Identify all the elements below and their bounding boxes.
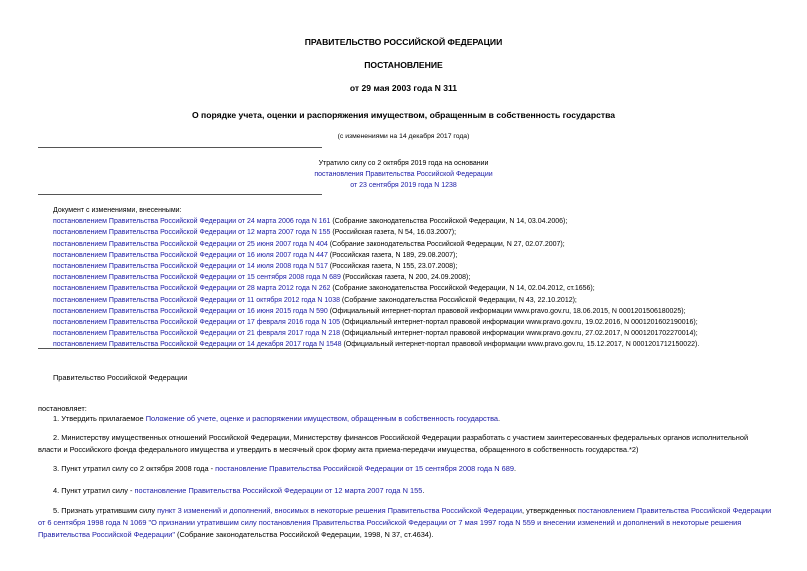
- document-type: ПОСТАНОВЛЕНИЕ: [364, 60, 443, 70]
- amendment-link[interactable]: постановлением Правительства Российской Федерации от 24 марта 2006 года N 161: [53, 218, 331, 226]
- amendments-intro: Документ с изменениями, внесенными:: [53, 207, 182, 214]
- paragraph-5: [38, 505, 772, 541]
- lost-force-text: Утратило силу со 2 октября 2019 года на основании: [318, 160, 489, 167]
- paragraph-1: [53, 413, 500, 425]
- amendment-source: (Собрание законодательства Российской Федерации, N 14, 03.04.2006);: [330, 218, 568, 226]
- list-item: [53, 295, 699, 306]
- amendment-link[interactable]: постановлением Правительства Российской Федерации от 25 июня 2007 года N 404: [53, 240, 328, 248]
- amendment-source: (Собрание законодательства Российской Федерации, N 27, 02.07.2007);: [327, 240, 565, 248]
- repeal-link[interactable]: постановление Правительства Российской Федерации от 12 марта 2007 года N 155: [134, 486, 423, 495]
- lost-force-notice: [200, 158, 607, 192]
- amendment-source: (Собрание законодательства Российской Федерации, N 14, 02.04.2012, ст.1656);: [330, 285, 595, 293]
- list-item: [53, 239, 699, 250]
- amendment-link[interactable]: постановлением Правительства Российской Федерации от 14 декабря 2017 года N 1548: [53, 341, 342, 349]
- list-item: [53, 283, 699, 294]
- list-item: [53, 328, 699, 339]
- amendments-list: [53, 205, 699, 351]
- lost-force-link[interactable]: постановления Правительства Российской Федерации: [314, 171, 493, 179]
- list-item: [53, 317, 699, 328]
- amendment-source: (Российская газета, N 155, 23.07.2008);: [327, 263, 458, 271]
- amendment-link[interactable]: постановлением Правительства Российской Федерации от 21 февраля 2017 года N 218: [53, 330, 340, 338]
- list-item: [53, 250, 699, 261]
- resolves-label: постановляет:: [38, 404, 87, 413]
- repeal-link[interactable]: постановление Правительства Российской Федерации от 15 сентября 2008 года N 689: [215, 464, 514, 473]
- amendment-link[interactable]: постановлением Правительства Российской Федерации от 28 марта 2012 года N 262: [53, 285, 331, 293]
- document-title: О порядке учета, оценки и распоряжения имуществом, обращенным в собственность государства: [191, 110, 616, 120]
- amendment-source: (Российская газета, N 200, 24.09.2008);: [340, 274, 471, 282]
- divider: [38, 348, 322, 349]
- document-date-number: от 29 мая 2003 года N 311: [349, 83, 458, 93]
- divider: [38, 147, 322, 148]
- amendment-source: (Официальный интернет-портал правовой информации www.pravo.gov.ru, 15.12.2017, N 0001201712150022).: [341, 341, 700, 349]
- amendment-source: (Официальный интернет-портал правовой информации www.pravo.gov.ru, 18.06.2015, N 0001201506180025);: [327, 307, 686, 315]
- amendment-link[interactable]: постановлением Правительства Российской Федерации от 15 сентября 2008 года N 689: [53, 274, 341, 282]
- paragraph-end: .: [422, 486, 425, 495]
- amendment-source: (Российская газета, N 189, 29.08.2007);: [327, 251, 458, 259]
- amendment-source: (Официальный интернет-портал правовой информации www.pravo.gov.ru, 27.02.2017, N 0001201702270014);: [340, 330, 698, 338]
- paragraph-text: 3. Пункт утратил силу со 2 октября 2008 года -: [53, 464, 216, 473]
- lost-force-link-date[interactable]: от 23 сентября 2019 года N 1238: [350, 182, 457, 190]
- list-item: [53, 227, 699, 238]
- edition-note: (с изменениями на 14 декабря 2017 года): [337, 133, 470, 140]
- amendment-link[interactable]: постановлением Правительства Российской Федерации от 16 июня 2015 года N 590: [53, 307, 328, 315]
- paragraph-end: .: [513, 464, 517, 473]
- amendment-link[interactable]: постановлением Правительства Российской Федерации от 14 июля 2008 года N 517: [53, 263, 328, 271]
- amendment-source: (Официальный интернет-портал правовой информации www.pravo.gov.ru, 19.02.2016, N 0001201602190016);: [340, 319, 698, 327]
- resolution-link[interactable]: постановлением Правительства Российской Федерации от 6 сентября 1998 года N 1069 "О признании утратившим силу постановления Правительства Российской Федерации от 7 мая 1997 года N 559 и внесении изменений и дополнений в некоторые решения Правительства Российской Федерации": [38, 506, 772, 539]
- list-item: [53, 216, 699, 227]
- paragraph-2: 2. Министерству имущественных отношений Российской Федерации, Министерству финансов Российской Федерации разработать с участием заинтересованных федеральных органов исполнительной власти и Российского фонда федерального имущества и утвердить в месячный срок форму акта приема-передачи имущества, обращенного в собственность государства.*2): [38, 433, 749, 454]
- amendment-source: (Российская газета, N 54, 16.03.2007);: [330, 229, 457, 237]
- issuer: Правительство Российской Федерации: [53, 373, 188, 382]
- list-item: [53, 306, 699, 317]
- paragraph-text: , утвержденных: [522, 506, 578, 515]
- paragraph-text: 4. Пункт утратил силу -: [53, 486, 135, 495]
- amendment-link[interactable]: постановлением Правительства Российской Федерации от 17 февраля 2016 года N 105: [53, 319, 340, 327]
- paragraph-end: (Собрание законодательства Российской Федерации, 1998, N 37, ст.4634).: [175, 530, 434, 539]
- paragraph-text: 5. Признать утратившим силу: [53, 506, 158, 515]
- list-item: [53, 272, 699, 283]
- amendment-point-link[interactable]: пункт 3 изменений и дополнений, вносимых в некоторые решения Правительства Российской Федерации: [157, 506, 523, 515]
- amendment-source: (Собрание законодательства Российской Федерации, N 43, 22.10.2012);: [339, 296, 577, 304]
- amendment-link[interactable]: постановлением Правительства Российской Федерации от 11 октября 2012 года N 1038: [53, 296, 340, 304]
- paragraph-4: [53, 485, 424, 497]
- amendment-link[interactable]: постановлением Правительства Российской Федерации от 16 июля 2007 года N 447: [53, 251, 328, 259]
- list-item: [53, 261, 699, 272]
- paragraph-end: .: [498, 414, 501, 423]
- paragraph-3: [53, 463, 516, 475]
- amendment-link[interactable]: постановлением Правительства Российской Федерации от 12 марта 2007 года N 155: [53, 229, 331, 237]
- government-heading: ПРАВИТЕЛЬСТВО РОССИЙСКОЙ ФЕДЕРАЦИИ: [304, 37, 503, 47]
- divider: [38, 194, 322, 195]
- regulation-link[interactable]: Положение об учете, оценке и распоряжении имуществом, обращенным в собственность государства: [145, 414, 499, 423]
- paragraph-text: 1. Утвердить прилагаемое: [53, 414, 146, 423]
